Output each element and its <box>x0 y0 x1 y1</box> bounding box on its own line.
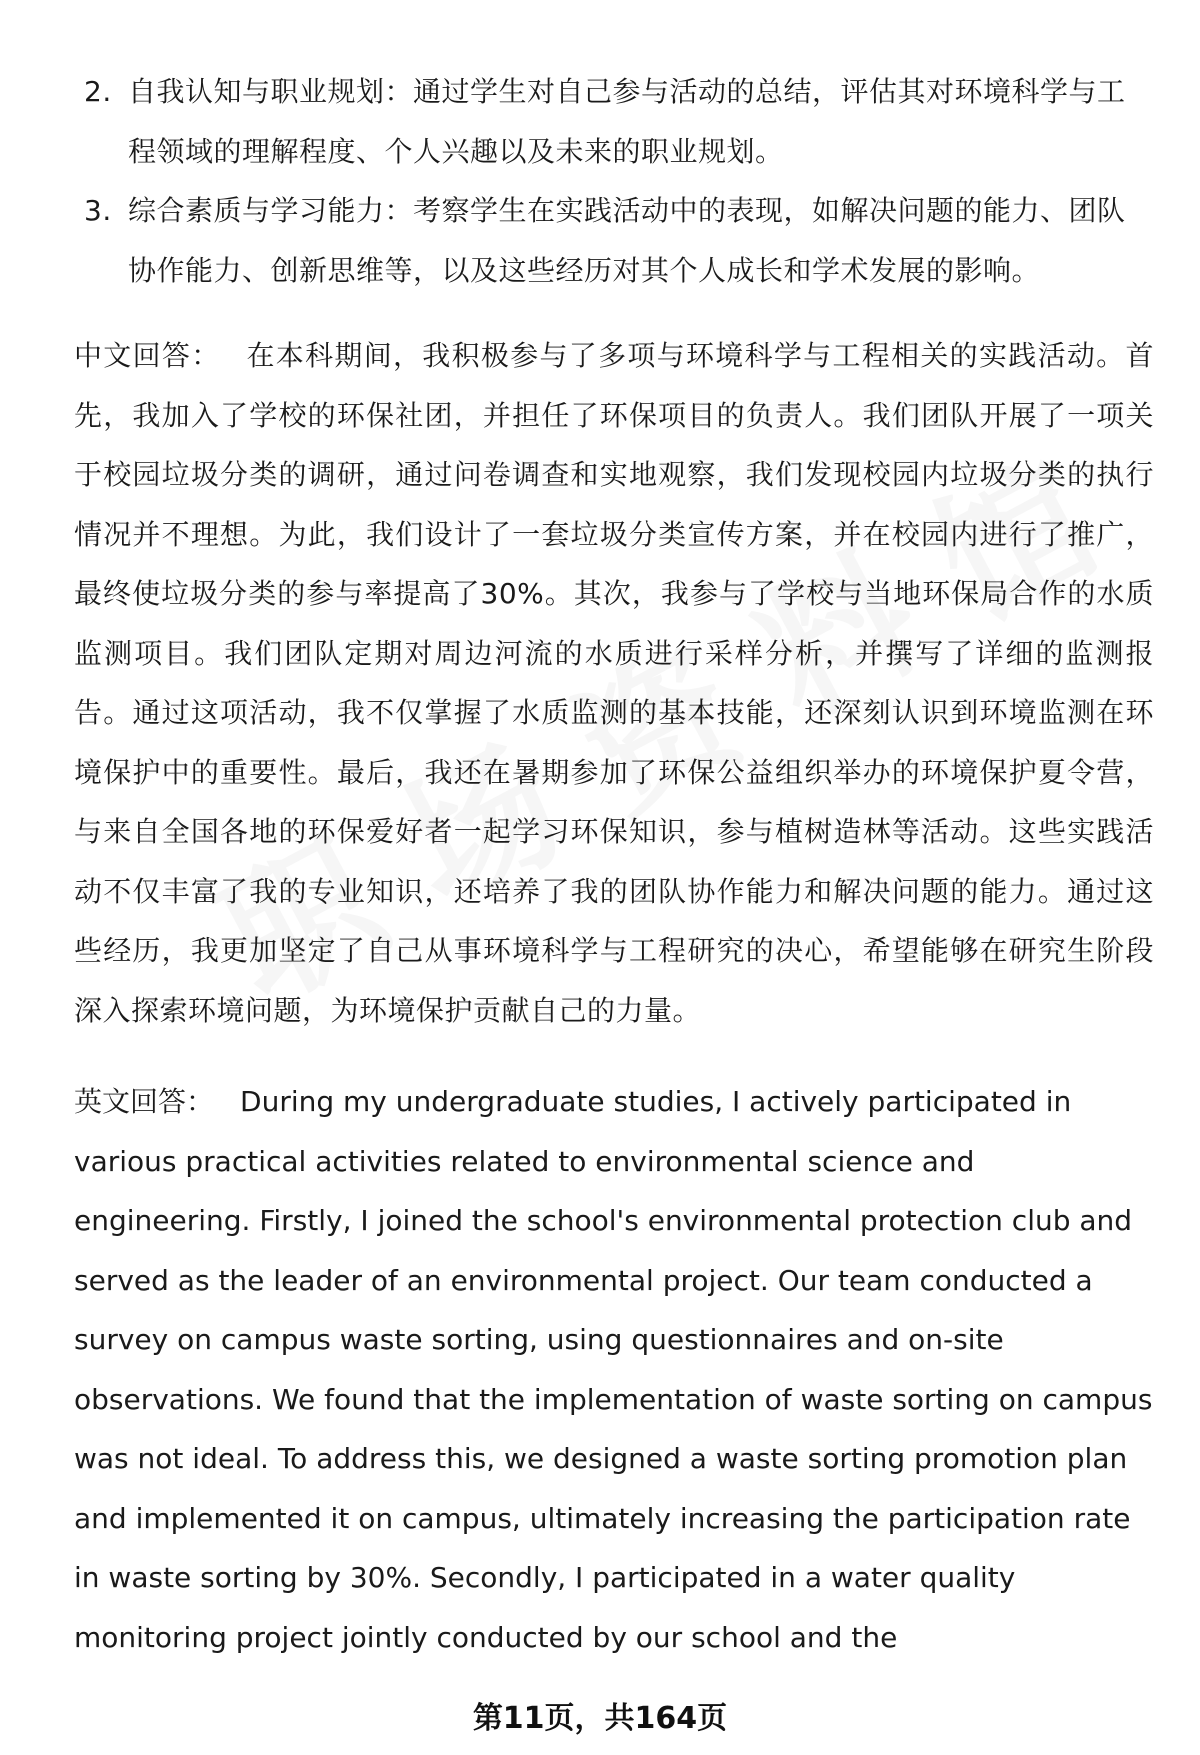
list-item <box>0 181 1138 300</box>
page-number: 第11页，共164页 <box>472 1701 728 1736</box>
chinese-answer-text: 在本科期间，我积极参与了多项与环境科学与工程相关的实践活动。首先，我加入了学校的环保社团，并担任了环保项目的负责人。我们团队开展了一项关于校园垃圾分类的调研，通过问卷调查和实地观察，我们发现校园内垃圾分类的执行情况并不理想。为此，我们设计了一套垃圾分类宣传方案，并在校园内进行了推广，最终使垃圾分类的参与率提高了30%。其次，我参与了学校与当地环保局合作的水质监测项目。我们团队定期对周边河流的水质进行采样分析，并撰写了详细的监测报告。通过这项活动，我不仅掌握了水质监测的基本技能，还深刻认识到环境监测在环境保护中的重要性。最后，我还在暑期参加了环保公益组织举办的环境保护夏令营，与来自全国各地的环保爱好者一起学习环保知识，参与植树造林等活动。这些实践活动不仅丰富了我的专业知识，还培养了我的团队协作能力和解决问题的能力。通过这些经历，我更加坚定了自己从事环境科学与工程研究的决心，希望能够在研究生阶段深入探索环境问题，为环境保护贡献自己的力量。 <box>74 339 1154 1027</box>
english-answer <box>74 1072 1154 1667</box>
list-item <box>0 62 1138 181</box>
chinese-answer <box>74 326 1154 1040</box>
list-item-number: 2. <box>84 75 112 108</box>
list-item-number: 3. <box>84 194 112 227</box>
criteria-list <box>0 62 1200 300</box>
chinese-answer-label: 中文回答： <box>74 339 221 372</box>
english-answer-label: 英文回答： <box>74 1085 215 1118</box>
list-item-text: 自我认知与职业规划：通过学生对自己参与活动的总结，评估其对环境科学与工程领域的理解程度、个人兴趣以及未来的职业规划。 <box>128 75 1126 168</box>
english-answer-text: During my undergraduate studies, I actively participated in various practical activities related to environmental science and engineering. Firstly, I joined the school's environmental protection club and served as the leader of an environmental project. Our team conducted a survey on campus waste sorting, using questionnaires and on-site observations. We found that the implementation of waste sorting on campus was not ideal. To address this, we designed a waste sorting promotion plan and implemented it on campus, ultimately increasing the participation rate in waste sorting by 30%. Secondly, I participated in a water quality monitoring project jointly conducted by our school and the <box>74 1085 1153 1654</box>
list-item-text: 综合素质与学习能力：考察学生在实践活动中的表现，如解决问题的能力、团队协作能力、创新思维等，以及这些经历对其个人成长和学术发展的影响。 <box>128 194 1126 287</box>
